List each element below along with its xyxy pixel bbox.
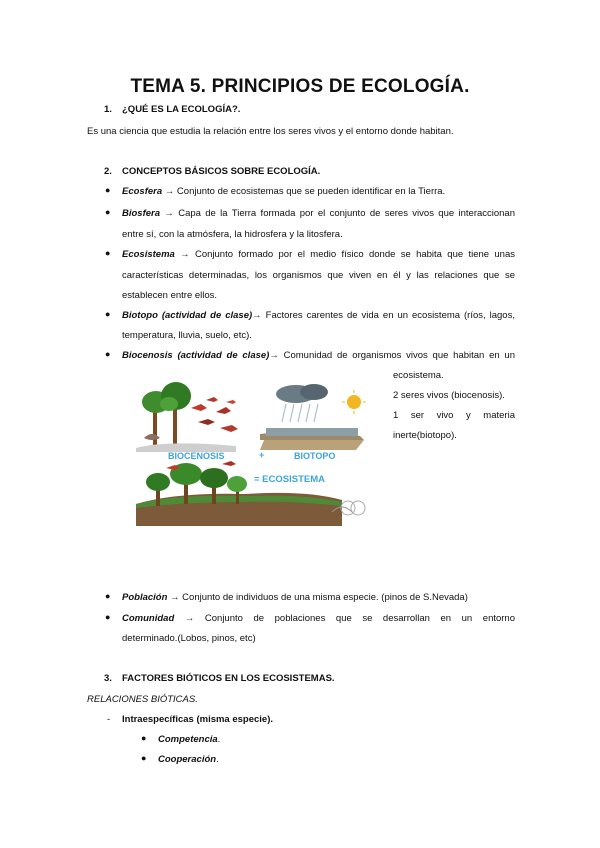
bullet-icon: ●: [141, 753, 147, 763]
list-item-biosfera: [122, 208, 515, 219]
note-biotopo-line2: inerte(biotopo).: [393, 430, 457, 441]
list-item-ecosistema: [122, 249, 515, 260]
list-item-biocenosis: [122, 350, 515, 361]
section-1-number: 1.: [104, 104, 112, 115]
bullet-icon: ●: [105, 207, 111, 217]
bullet-icon: ●: [105, 185, 111, 195]
biocenosis-drawing: [136, 382, 238, 452]
section-3-heading: FACTORES BIÓTICOS EN LOS ECOSISTEMAS.: [122, 673, 335, 684]
bullet-icon: ●: [105, 612, 111, 622]
term-biosfera: Biosfera: [122, 208, 161, 219]
list-item-cooperacion: Cooperación.: [158, 754, 219, 765]
term-biotopo: Biotopo (actividad de clase): [122, 310, 253, 321]
definition-comunidad-line1: → Conjunto de poblaciones que se desarrollan en un entorno: [184, 613, 516, 624]
definition-biosfera-line1: → Capa de la Tierra formada por el conjunto de seres vivos que interaccionan: [164, 208, 516, 219]
definition-biotopo-line2: temperatura, lluvia, suelo, etc).: [122, 330, 252, 341]
term-competencia: Competencia: [158, 734, 218, 745]
term-ecosfera: Ecosfera: [122, 186, 163, 197]
term-comunidad: Comunidad: [122, 613, 175, 624]
section-2-number: 2.: [104, 166, 112, 177]
dash-marker: -: [107, 714, 111, 725]
subheading-relaciones-bioticas: RELACIONES BIÓTICAS.: [87, 694, 198, 705]
bullet-icon: ●: [105, 309, 111, 319]
definition-biocenosis-line2: ecosistema.: [393, 370, 444, 381]
term-poblacion: Población: [122, 592, 168, 603]
definition-comunidad-line2: determinado.(Lobos, pinos, etc): [122, 633, 256, 644]
term-ecosistema: Ecosistema: [122, 249, 175, 260]
bullet-icon: ●: [141, 733, 147, 743]
bullet-icon: ●: [105, 349, 111, 359]
note-biocenosis: 2 seres vivos (biocenosis).: [393, 390, 505, 401]
definition-biocenosis-line1: → Comunidad de organismos vivos que habitan en un: [269, 350, 515, 361]
section-1-text: Es una ciencia que estudia la relación entre los seres vivos y el entorno donde habitan.: [87, 126, 454, 137]
list-item-poblacion: [122, 592, 468, 603]
definition-ecosistema-line3: establecen entre ellos.: [122, 290, 218, 301]
intraespecificas-heading: Intraespecíficas (misma especie).: [122, 714, 274, 725]
term-biocenosis: Biocenosis (actividad de clase): [122, 350, 270, 361]
list-item-biotopo: [122, 310, 515, 321]
definition-poblacion: → Conjunto de individuos de una misma especie. (pinos de S.Nevada): [170, 592, 468, 603]
page-title: TEMA 5. PRINCIPIOS DE ECOLOGÍA.: [130, 76, 470, 97]
definition-biosfera-line2: entre sí, con la atmósfera, la hidrosfera y la litosfera.: [122, 229, 343, 240]
definition-ecosfera: → Conjunto de ecosistemas que se pueden identificar en la Tierra.: [164, 186, 446, 197]
definition-ecosistema-line2: características determinadas, los organismos que viven en él y las relaciones que se: [122, 270, 515, 281]
bullet-icon: ●: [105, 591, 111, 601]
label-plus: +: [259, 450, 265, 460]
list-item-comunidad: [122, 613, 515, 624]
definition-biotopo-line1: → Factores carentes de vida en un ecosistema (ríos, lagos,: [252, 310, 515, 321]
label-biotopo: BIOTOPO: [294, 451, 336, 461]
term-cooperacion: Cooperación: [158, 754, 217, 765]
note-biotopo-line1: 1 ser vivo y materia: [393, 410, 515, 421]
label-ecosistema: = ECOSISTEMA: [254, 474, 325, 485]
ecosistema-drawing: [136, 461, 365, 526]
label-biocenosis: BIOCENOSIS: [168, 451, 225, 461]
section-3-number: 3.: [104, 673, 112, 684]
ecosystem-illustration: [136, 378, 376, 526]
list-item-ecosfera: [122, 186, 445, 197]
section-2-heading: CONCEPTOS BÁSICOS SOBRE ECOLOGÍA.: [122, 166, 321, 177]
definition-ecosistema-line1: → Conjunto formado por el medio físico donde se habita que tiene unas: [180, 249, 515, 260]
biotopo-drawing: [260, 384, 366, 450]
section-1-heading: ¿QUÉ ES LA ECOLOGÍA?.: [122, 104, 241, 115]
bullet-icon: ●: [105, 248, 111, 258]
list-item-competencia: Competencia.: [158, 734, 221, 745]
